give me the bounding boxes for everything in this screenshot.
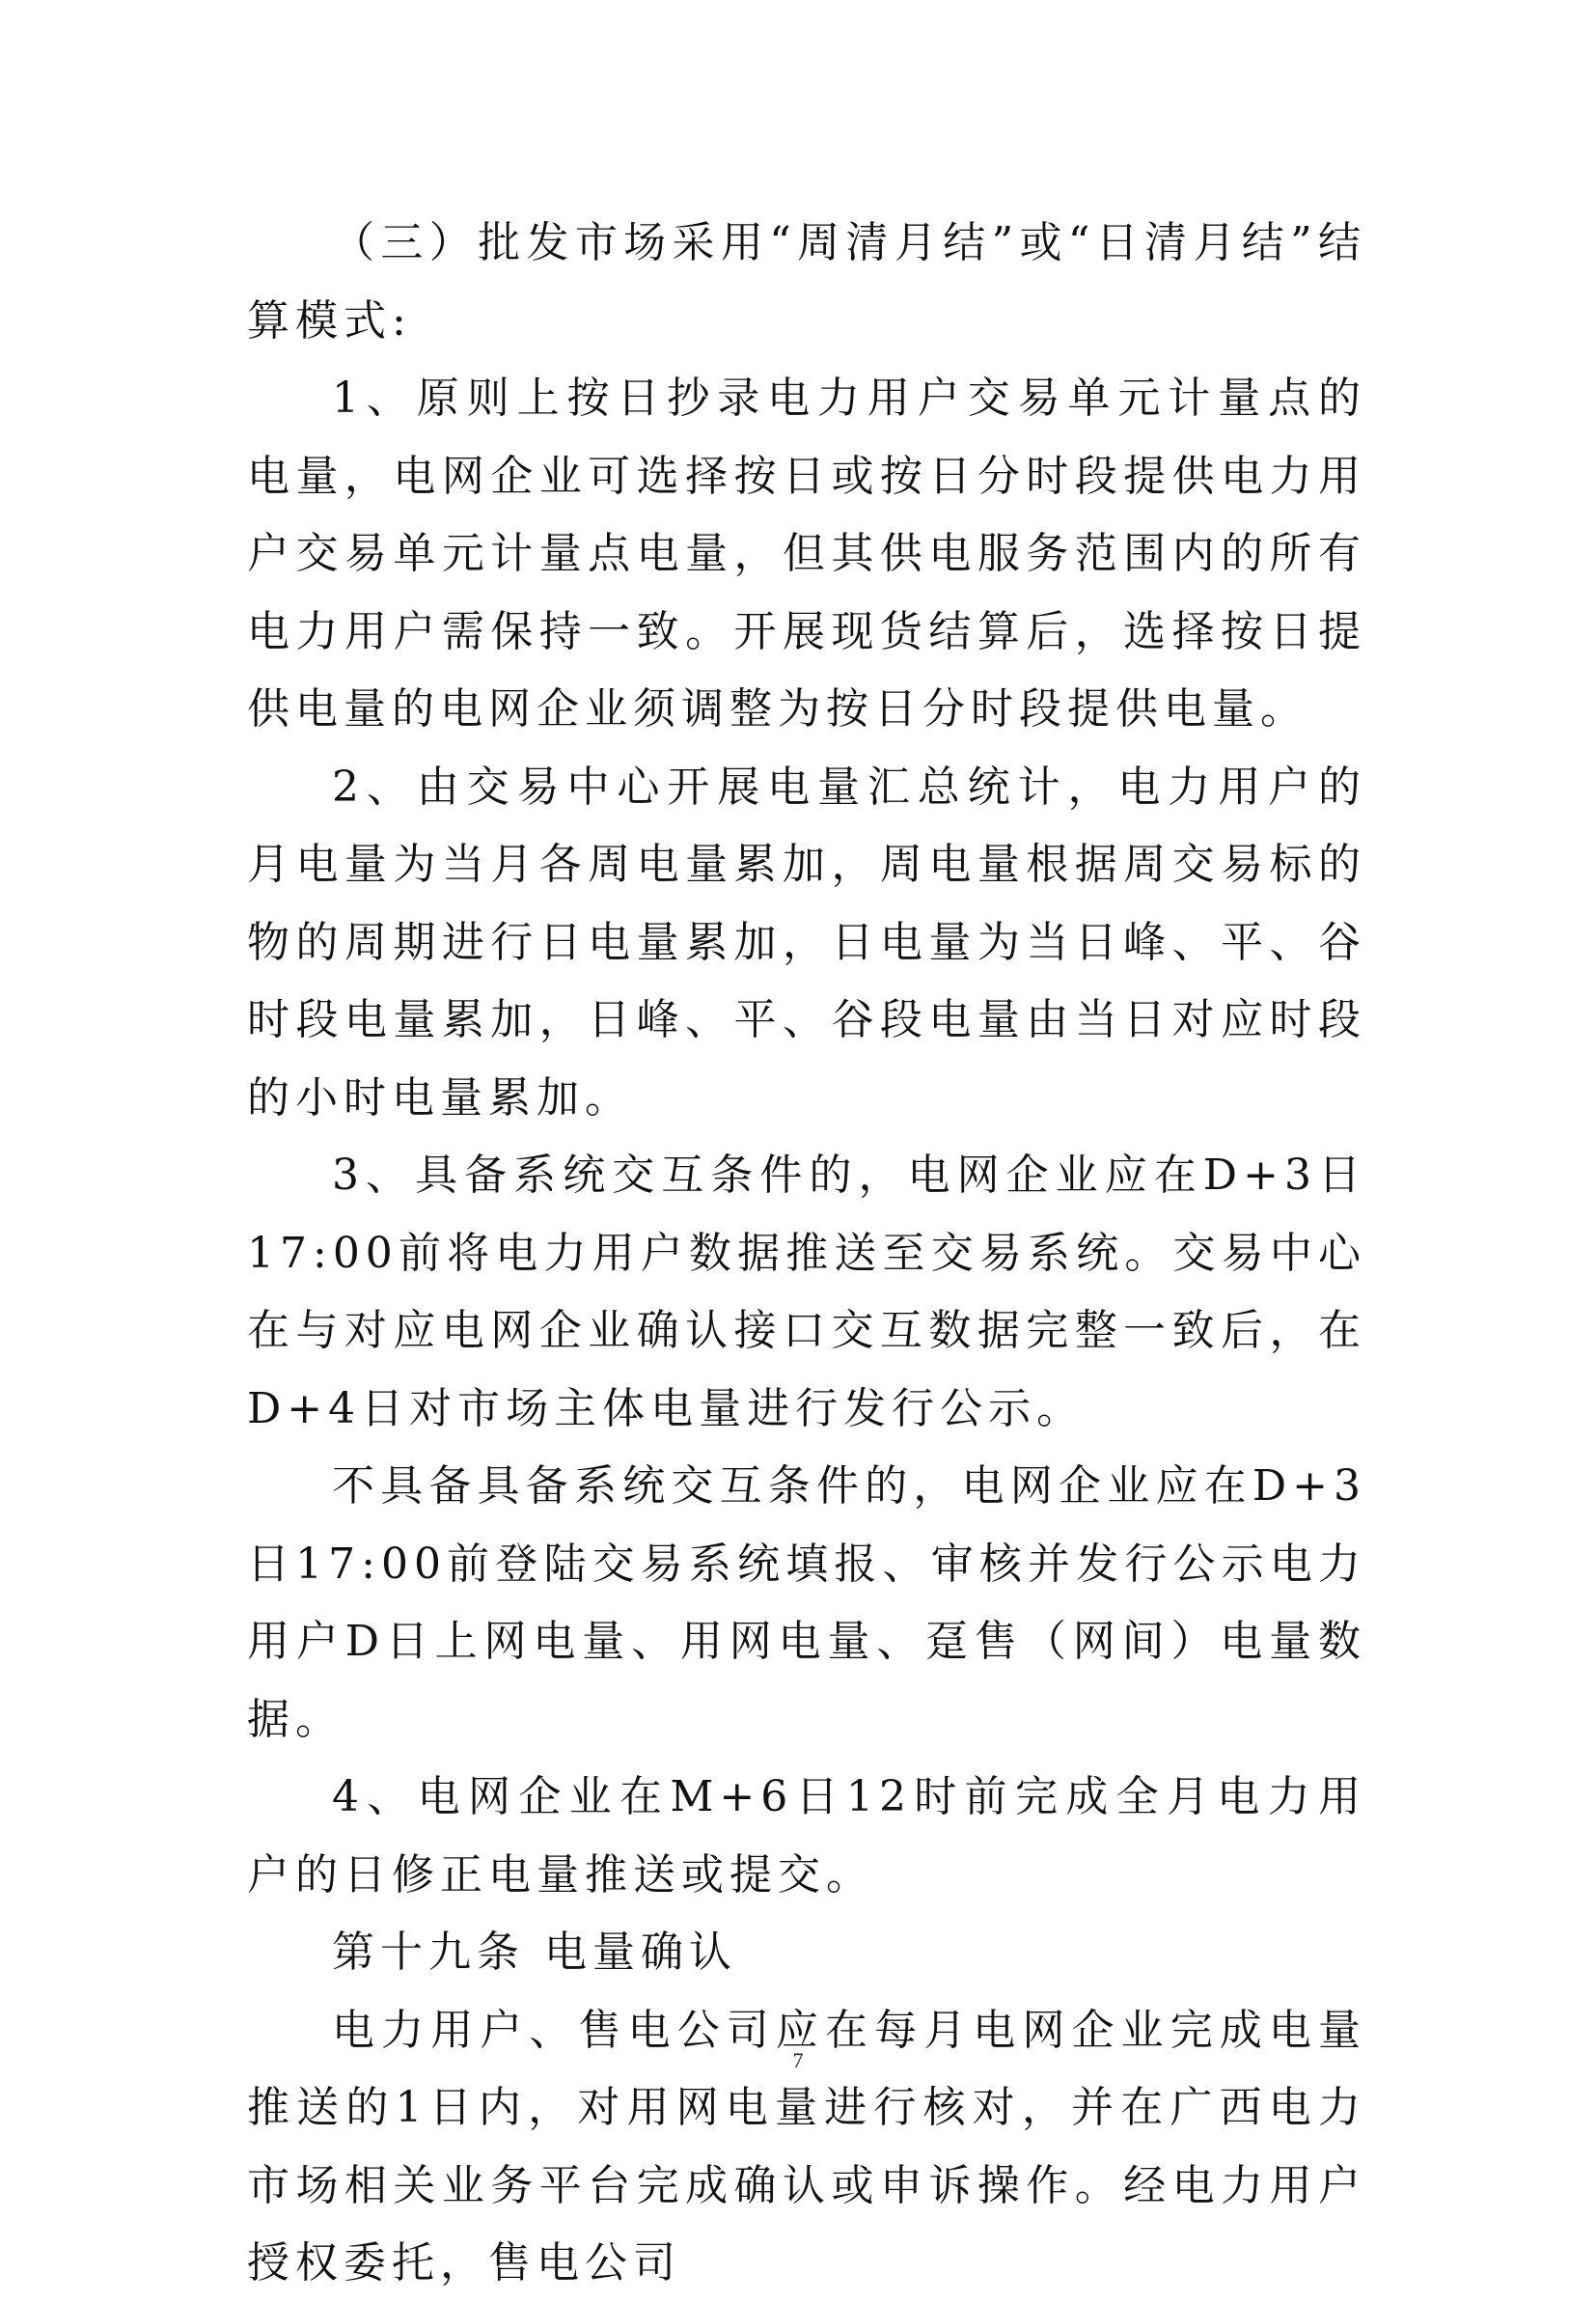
item-2-paragraph: 2、由交易中心开展电量汇总统计，电力用户的月电量为当月各周电量累加，周电量根据周交易标的物的周期进行日电量累加，日电量为当日峰、平、谷时段电量累加，日峰、平、谷段电量由当日对应时段的小时电量累加。 bbox=[247, 762, 1366, 1123]
item-1-paragraph: 1、原则上按日抄录电力用户交易单元计量点的电量，电网企业可选择按日或按日分时段提供电力用户交易单元计量点电量，但其供电服务范围内的所有电力用户需保持一致。开展现货结算后，选择按日提供电量的电网企业须调整为按日分时段提供电量。 bbox=[247, 374, 1366, 734]
page-number: 7 bbox=[792, 2048, 804, 2072]
item-3-supplement-paragraph: 不具备具备系统交互条件的，电网企业应在D+3日17:00前登陆交易系统填报、审核并发行公示电力用户D日上网电量、用网电量、趸售（网间）电量数据。 bbox=[247, 1461, 1366, 1744]
article-19-heading: 第十九条 电量确认 bbox=[332, 1928, 737, 1977]
item-4-paragraph: 4、电网企业在M+6日12时前完成全月电力用户的日修正电量推送或提交。 bbox=[247, 1772, 1366, 1900]
body-text bbox=[247, 205, 1366, 2303]
settlement-mode-paragraph: （三）批发市场采用“周清月结”或“日清月结”结算模式: bbox=[247, 218, 1366, 346]
article-19-paragraph: 电力用户、售电公司应在每月电网企业完成电量推送的1日内，对用网电量进行核对，并在广西电力市场相关业务平台完成确认或申诉操作。经电力用户授权委托，售电公司 bbox=[247, 2005, 1366, 2288]
item-3-paragraph: 3、具备系统交互条件的，电网企业应在D+3日17:00前将电力用户数据推送至交易系统。交易中心在与对应电网企业确认接口交互数据完整一致后，在D+4日对市场主体电量进行发行公示。 bbox=[247, 1151, 1366, 1433]
